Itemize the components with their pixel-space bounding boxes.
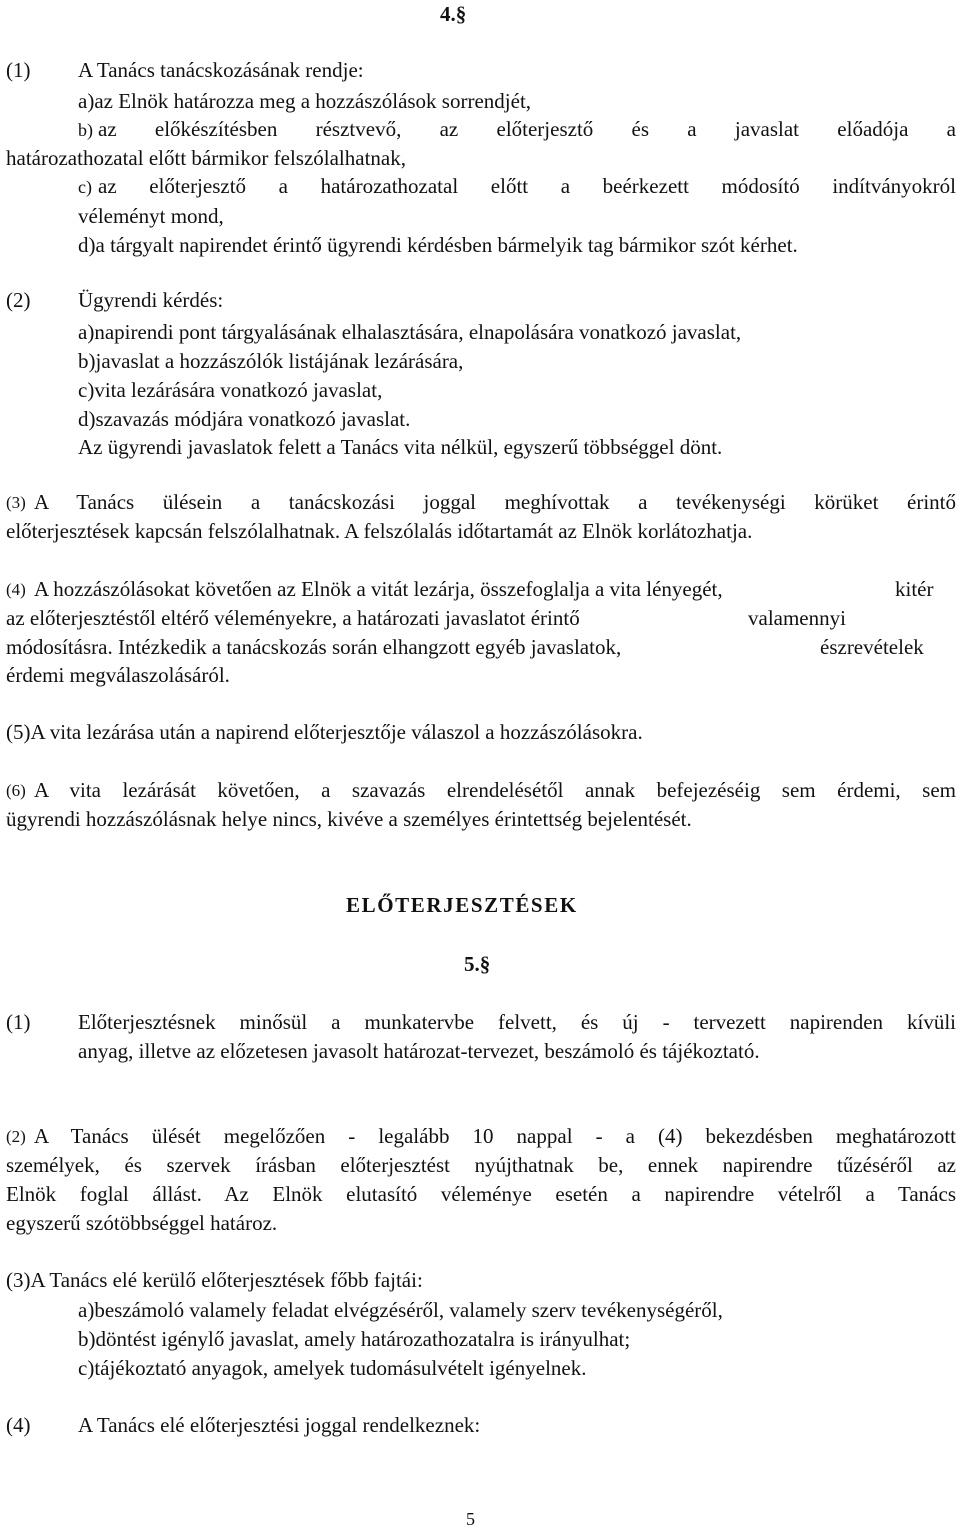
p2-number: (2)	[6, 288, 31, 312]
s5p3-item-a: a)beszámoló valamely feladat elvégzéséről, valamely szerv tevékenységéről,	[78, 1298, 723, 1322]
p2-item-b: b)javaslat a hozzászólók listájának lezárására,	[78, 349, 464, 373]
p4-line3b: észrevételek	[820, 635, 924, 659]
p1-item-c-line2: véleményt mond,	[78, 204, 224, 228]
p4-line1a: A hozzászólásokat követően az Elnök a vitát lezárja, összefoglalja a vita lényegét,	[34, 577, 723, 601]
p4-line2b: valamennyi	[748, 606, 846, 630]
p4-line3a: módosításra. Intézkedik a tanácskozás során elhangzott egyéb javaslatok,	[6, 635, 622, 659]
p1-item-c-prefix: c)	[78, 177, 92, 197]
p2-item-c: c)vita lezárására vonatkozó javaslat,	[78, 378, 383, 402]
p1-item-b-line2: határozathozatal előtt bármikor felszólalhatnak,	[6, 146, 406, 170]
p1-item-c-line1: az előterjesztő a határozathozatal előtt a beérkezett módosító indítványokról	[98, 174, 956, 198]
s5p2-number: (2)	[6, 1127, 26, 1146]
p6-number: (6)	[6, 781, 26, 800]
p1-item-a: a)az Elnök határozza meg a hozzászólások sorrendjét,	[78, 89, 532, 113]
p6-line1: A vita lezárását követően, a szavazás elrendelésétől annak befejezéséig sem érdemi, sem	[34, 778, 956, 802]
eloterjesztesek-heading: ELŐTERJESZTÉSEK	[346, 893, 578, 917]
p4-line4: érdemi megválaszolásáról.	[6, 663, 230, 687]
p1-item-b-line1: az előkészítésben résztvevő, az előterjesztő és a javaslat előadója a	[98, 117, 956, 141]
s5p2-line4: egyszerű szótöbbséggel határoz.	[6, 1211, 278, 1235]
p1-item-b-prefix: b)	[78, 120, 93, 140]
s5p2-line1: A Tanács ülését megelőzően - legalább 10 nappal - a (4) bekezdésben meghatározott	[34, 1124, 956, 1148]
p2-title: Ügyrendi kérdés:	[78, 288, 224, 312]
s5p4-number: (4)	[6, 1413, 31, 1437]
p4-line2a: az előterjesztéstől eltérő véleményekre, a határozati javaslatot érintő	[6, 606, 580, 630]
section-5-heading: 5.§	[464, 952, 491, 976]
s5p2-line2: személyek, és szervek írásban előterjesztést nyújthatnak be, ennek napirendre tűzéséről az	[6, 1153, 956, 1177]
p3-number: (3)	[6, 493, 26, 512]
p6-line2: ügyrendi hozzászólásnak helye nincs, kivéve a személyes érintettség bejelentését.	[6, 807, 692, 831]
p2-item-a: a)napirendi pont tárgyalásának elhalasztására, elnapolására vonatkozó javaslat,	[78, 320, 742, 344]
p5-line1: (5)A vita lezárása után a napirend előterjesztője válaszol a hozzászólásokra.	[6, 720, 643, 744]
s5p1-line1: Előterjesztésnek minősül a munkatervbe felvett, és új - tervezett napirenden kívüli	[78, 1010, 956, 1034]
s5p1-number: (1)	[6, 1010, 31, 1034]
p1-title: A Tanács tanácskozásának rendje:	[78, 58, 364, 82]
p4-line1b: kitér	[895, 577, 934, 601]
p1-number: (1)	[6, 58, 31, 82]
p3-line1: A Tanács ülésein a tanácskozási joggal meghívottak a tevékenységi körüket érintő	[34, 490, 956, 514]
p3-line2: előterjesztések kapcsán felszólalhatnak. A felszólalás időtartamát az Elnök korlátozhatja.	[6, 519, 753, 543]
s5p2-line3: Elnök foglal állást. Az Elnök elutasító véleménye esetén a napirendre vételről a Tanács	[6, 1182, 956, 1206]
s5p3-title: (3)A Tanács elé kerülő előterjesztések főbb fajtái:	[6, 1268, 423, 1292]
s5p1-line2: anyag, illetve az előzetesen javasolt határozat-tervezet, beszámoló és tájékoztató.	[78, 1039, 760, 1063]
s5p3-item-c: c)tájékoztató anyagok, amelyek tudomásulvételt igényelnek.	[78, 1356, 587, 1380]
p2-closing: Az ügyrendi javaslatok felett a Tanács vita nélkül, egyszerű többséggel dönt.	[78, 435, 723, 459]
page-number: 5	[466, 1509, 475, 1529]
section-4-heading: 4.§	[440, 2, 467, 26]
p1-item-d: d)a tárgyalt napirendet érintő ügyrendi kérdésben bármelyik tag bármikor szót kérhet.	[78, 233, 798, 257]
p2-item-d: d)szavazás módjára vonatkozó javaslat.	[78, 407, 411, 431]
p4-number: (4)	[6, 580, 26, 599]
s5p4-title: A Tanács elé előterjesztési joggal rendelkeznek:	[78, 1413, 481, 1437]
s5p3-item-b: b)döntést igénylő javaslat, amely határozathozatalra is irányulhat;	[78, 1327, 631, 1351]
